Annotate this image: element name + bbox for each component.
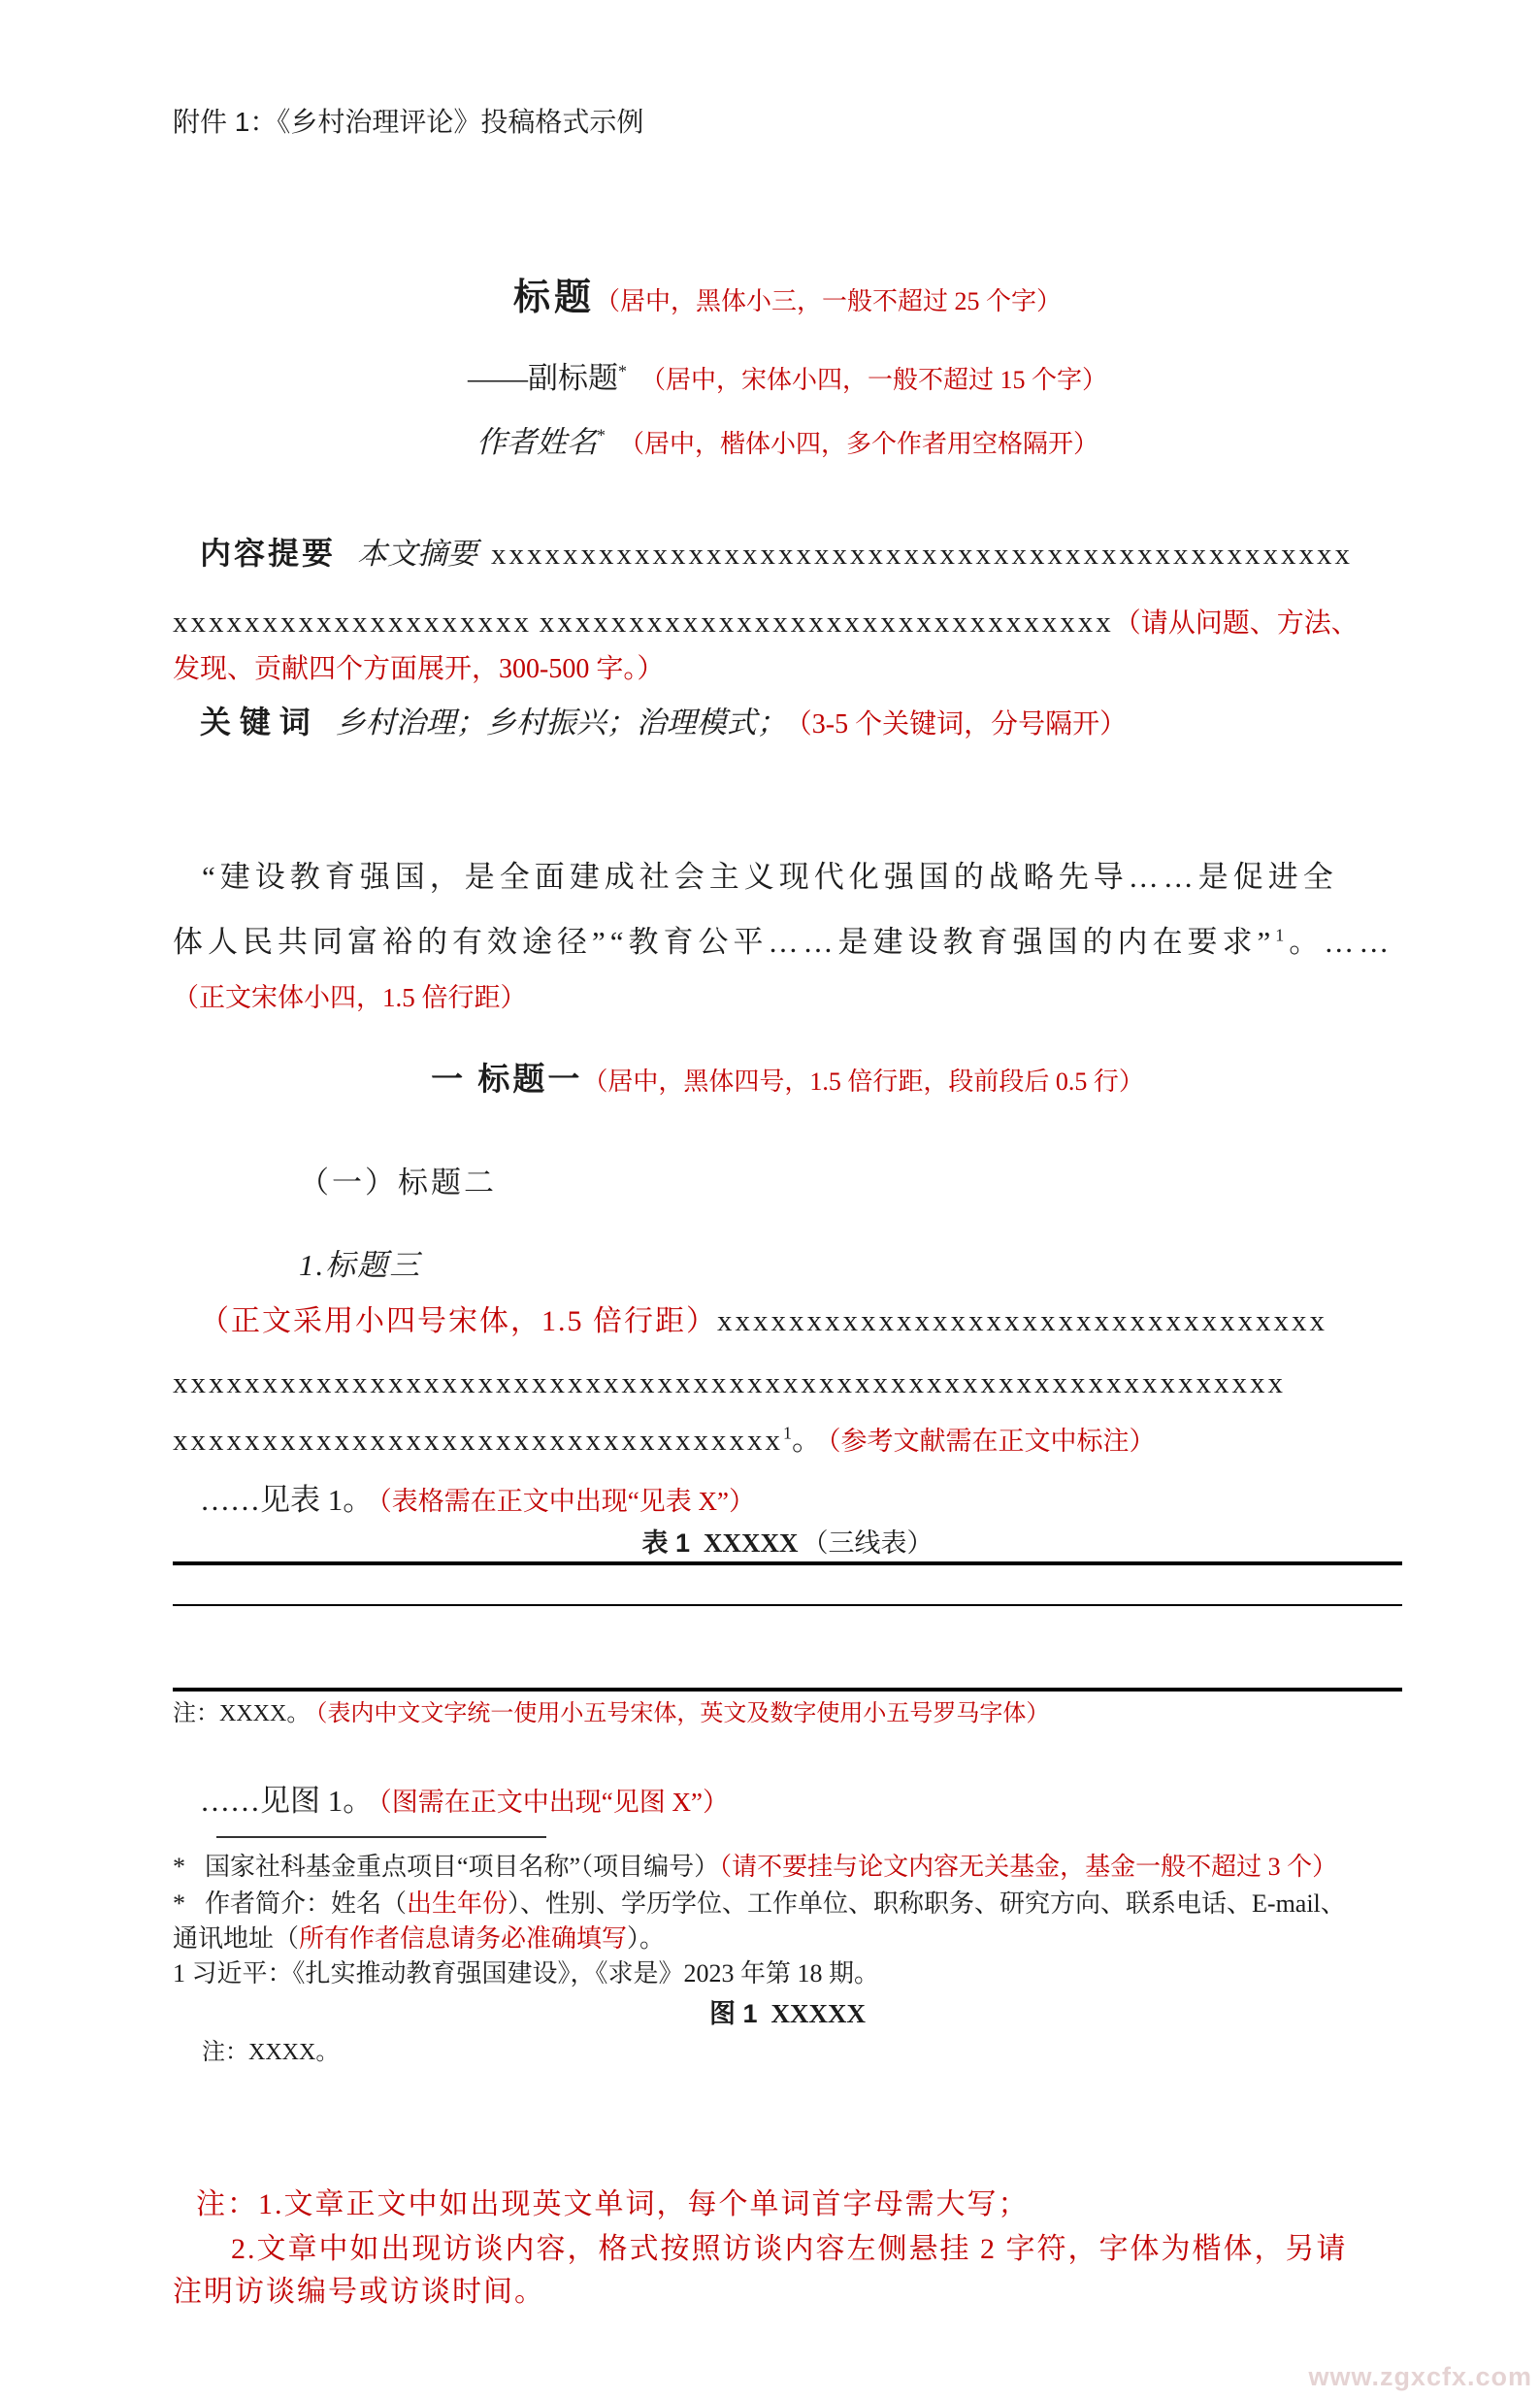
table-reference-text: ……见表 1。 bbox=[200, 1483, 374, 1517]
footnote-bio-text-1: 作者简介：姓名（ bbox=[205, 1889, 408, 1918]
table-note-line bbox=[173, 1697, 1402, 1730]
author-footnote-marker: * bbox=[597, 425, 606, 445]
body-citation-marker: 1 bbox=[783, 1423, 792, 1443]
table-caption-label: 表 1 bbox=[641, 1528, 691, 1558]
abstract-format-note-start: （请从问题、方法、 bbox=[1113, 608, 1359, 639]
quote-paragraph-line-1: “建设教育强国，是全面建成社会主义现代化强国的战略先导……是促进全 bbox=[202, 860, 1338, 894]
table-reference-line bbox=[173, 1478, 1402, 1524]
body-font-note: （正文宋体小四，1.5 倍行距） bbox=[173, 983, 527, 1012]
subtitle-line bbox=[173, 356, 1402, 403]
heading-1-format-note: （居中，黑体四号，1.5 倍行距，段前段后 0.5 行） bbox=[582, 1068, 1144, 1096]
author-format-note: （居中，楷体小四，多个作者用空格隔开） bbox=[618, 430, 1098, 458]
site-watermark: www.zgxcfx.com bbox=[1308, 2362, 1532, 2391]
body-line-2 bbox=[173, 1361, 1402, 1405]
figure-caption bbox=[173, 1997, 1402, 2030]
author-line bbox=[173, 420, 1402, 467]
abstract-line-2 bbox=[173, 600, 1402, 646]
footnote-citation: 1 习近平：《扎实推动教育强国建设》，《求是》2023 年第 18 期。 bbox=[173, 1959, 880, 1987]
table-caption-placeholder: XXXXX bbox=[704, 1528, 799, 1558]
footnote-funding-text: 国家社科基金重点项目“项目名称”（项目编号） bbox=[205, 1853, 720, 1881]
body-punct: 。 bbox=[791, 1423, 822, 1457]
figure-caption-label: 图 1 bbox=[708, 1999, 758, 2028]
keywords-label: 关 键 词 bbox=[200, 705, 311, 739]
abstract-placeholder-3: xxxxxxxxxxxxxxxxxxxxxxxxxxxxxxxx bbox=[539, 605, 1114, 639]
footnote-separator bbox=[216, 1836, 546, 1838]
footnote-author-bio-line-1 bbox=[173, 1887, 1402, 1922]
quote-text: 体人民共同富裕的有效途径”“教育公平……是建设教育强国的内在要求” bbox=[173, 925, 1276, 959]
quote-citation-marker: 1 bbox=[1275, 925, 1290, 945]
table-reference-note: （表格需在正文中出现“见表 X”） bbox=[378, 1487, 755, 1516]
abstract-label: 内容提要 bbox=[200, 536, 337, 571]
body-placeholder-1: xxxxxxxxxxxxxxxxxxxxxxxxxxxxxxxxxx bbox=[717, 1303, 1327, 1337]
subtitle-format-note: （居中，宋体小四，一般不超过 15 个字） bbox=[639, 366, 1107, 394]
body-line-3 bbox=[173, 1418, 1402, 1463]
footnote-marker-2: * bbox=[173, 1889, 185, 1918]
subtitle-footnote-marker: * bbox=[618, 361, 627, 381]
body-placeholder-3: xxxxxxxxxxxxxxxxxxxxxxxxxxxxxxxxxx bbox=[173, 1423, 783, 1457]
table-note-format-note: （表内中文文字统一使用小五号宋体，英文及数字使用小五号罗马字体） bbox=[315, 1701, 1050, 1726]
figure-reference-note: （图需在正文中出现“见图 X”） bbox=[378, 1788, 729, 1817]
abstract-lead: 本文摘要 bbox=[357, 537, 478, 571]
paper-subtitle: ——副标题 bbox=[468, 361, 618, 395]
table-caption bbox=[173, 1527, 1402, 1560]
keywords-format-note: （3-5 个关键词，分号隔开） bbox=[798, 709, 1128, 739]
heading-level-1: 一 标题一 bbox=[431, 1061, 583, 1097]
body-placeholder-2: xxxxxxxxxxxxxxxxxxxxxxxxxxxxxxxxxxxxxxxxxxxxxxxxxxxxxxxxxxxxxx bbox=[173, 1365, 1286, 1399]
table-caption-paren: （三线表） bbox=[802, 1528, 934, 1558]
figure-reference-line bbox=[173, 1779, 1402, 1824]
footnote-bio-birthyear-note: 出生年份 bbox=[407, 1889, 508, 1918]
title-line bbox=[173, 273, 1402, 331]
heading-level-1-line bbox=[173, 1056, 1402, 1109]
table-note-text: 注：XXXX。 bbox=[173, 1701, 311, 1726]
footnote-author-bio-line-2 bbox=[173, 1922, 1402, 1956]
table-header-row bbox=[173, 1565, 1402, 1606]
footnote-funding bbox=[173, 1850, 1402, 1885]
footnote-bio-accuracy-note: 所有作者信息请务必准确填写 bbox=[299, 1924, 628, 1953]
abstract-format-note-end: 发现、贡献四个方面展开，300-500 字。） bbox=[173, 654, 665, 684]
quote-tail: 。…… bbox=[1289, 925, 1394, 959]
footnote-marker-1: * bbox=[173, 1853, 185, 1881]
figure-note: 注：XXXX。 bbox=[202, 2040, 340, 2065]
body-line-1 bbox=[173, 1298, 1402, 1344]
keywords-line bbox=[173, 700, 1402, 747]
footnote-bio-text-3: 通讯地址（ bbox=[173, 1924, 300, 1953]
footnote-bio-text-2: ）、性别、学历学位、工作单位、职称职务、研究方向、联系电话、E-mail、 bbox=[508, 1889, 1346, 1918]
abstract-line-1 bbox=[173, 531, 1402, 576]
figure-caption-placeholder: XXXXX bbox=[770, 1999, 867, 2028]
bottom-note-line-1: 注：1.文章正文中如出现英文单词，每个单词首字母需大写； bbox=[196, 2188, 1030, 2220]
heading-level-2: （一）标题二 bbox=[299, 1166, 497, 1199]
keywords-value: 乡村治理；乡村振兴；治理模式； bbox=[335, 706, 787, 739]
three-line-table bbox=[173, 1561, 1402, 1692]
attachment-header: 附件 1：《乡村治理评论》投稿格式示例 bbox=[173, 107, 644, 137]
quote-paragraph-line-2 bbox=[173, 920, 1402, 965]
figure-reference-text: ……见图 1。 bbox=[200, 1784, 374, 1818]
bottom-note-line-2: 2.文章中如出现访谈内容，格式按照访谈内容左侧悬挂 2 字符，字体为楷体，另请 bbox=[231, 2233, 1348, 2265]
abstract-placeholder-2: xxxxxxxxxxxxxxxxxxxx bbox=[173, 605, 532, 639]
reference-format-note: （参考文献需在正文中标注） bbox=[827, 1427, 1156, 1456]
paper-title: 标题 bbox=[512, 278, 595, 318]
abstract-line-3 bbox=[173, 650, 1402, 693]
author-name: 作者姓名 bbox=[476, 425, 597, 459]
body-font-format-note: （正文采用小四号宋体，1.5 倍行距） bbox=[200, 1305, 717, 1337]
heading-level-3: 1.标题三 bbox=[299, 1248, 422, 1282]
footnote-bio-text-4: ）。 bbox=[627, 1924, 666, 1953]
bottom-note-line-3: 注明访谈编号或访谈时间。 bbox=[173, 2276, 545, 2308]
footnote-funding-note: （请不要挂与论文内容无关基金，基金一般不超过 3 个） bbox=[719, 1853, 1338, 1881]
abstract-placeholder-1: xxxxxxxxxxxxxxxxxxxxxxxxxxxxxxxxxxxxxxxxxxxxxxxx bbox=[491, 537, 1354, 571]
title-format-note: （居中，黑体小三，一般不超过 25 个字） bbox=[595, 287, 1063, 315]
table-body-row bbox=[173, 1606, 1402, 1688]
